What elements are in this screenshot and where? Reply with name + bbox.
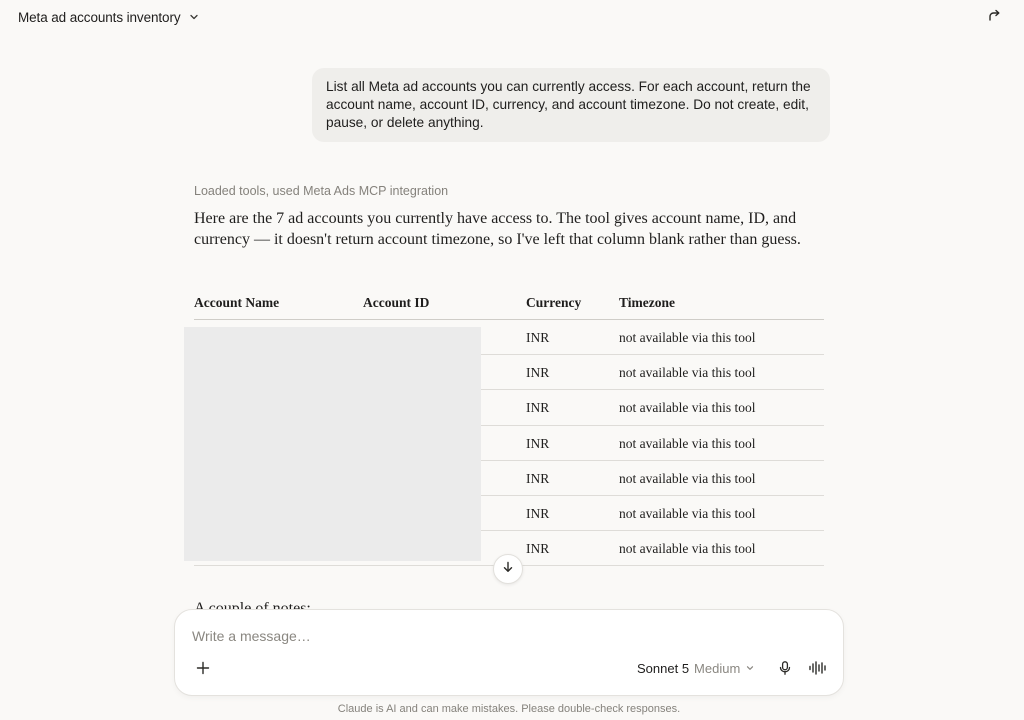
microphone-icon <box>777 660 793 681</box>
cell-currency: INR <box>526 365 550 381</box>
model-effort: Medium <box>694 661 741 676</box>
redacted-area <box>184 327 481 561</box>
header-timezone: Timezone <box>619 295 675 310</box>
cell-timezone: not available via this tool <box>619 400 756 416</box>
user-message: List all Meta ad accounts you can currently access. For each account, return the account name, account ID, currency, and account timezone. Do not create, edit, pause, or delete anything. <box>312 68 830 142</box>
cell-timezone: not available via this tool <box>619 330 756 345</box>
assistant-message <box>194 184 824 250</box>
cell-currency: INR <box>526 505 550 521</box>
tool-usage-summary[interactable]: Loaded tools, used Meta Ads MCP integration <box>194 184 449 198</box>
header-account-id: Account ID <box>363 295 430 310</box>
voice-mode-button[interactable] <box>807 660 829 680</box>
share-button[interactable] <box>982 5 1006 29</box>
plus-icon <box>196 661 210 680</box>
cell-timezone: not available via this tool <box>619 541 756 557</box>
chevron-down-icon <box>187 10 201 24</box>
cell-timezone: not available via this tool <box>619 470 756 486</box>
top-bar <box>0 0 1024 34</box>
cell-currency: INR <box>526 541 550 557</box>
chevron-down-icon <box>745 661 755 676</box>
disclaimer-text: Claude is AI and can make mistakes. Please double-check responses. <box>337 703 681 715</box>
header-account-name: Account Name <box>194 295 280 310</box>
table-header <box>194 286 824 320</box>
scroll-to-bottom-button[interactable] <box>493 554 523 584</box>
model-selector[interactable] <box>637 661 755 676</box>
voice-waveform-icon <box>808 660 828 681</box>
add-attachment-button[interactable] <box>193 660 213 680</box>
arrow-down-icon <box>501 560 515 579</box>
conversation-title-menu[interactable] <box>18 10 201 25</box>
header-currency: Currency <box>526 295 582 310</box>
cell-timezone: not available via this tool <box>619 435 756 451</box>
message-composer <box>174 609 844 696</box>
cell-currency: INR <box>526 470 550 486</box>
cell-currency: INR <box>526 400 550 416</box>
cell-currency: INR <box>526 330 550 345</box>
cell-currency: INR <box>526 435 550 451</box>
message-input[interactable] <box>192 628 812 644</box>
dictation-button[interactable] <box>775 660 795 680</box>
share-arrow-icon <box>986 7 1002 28</box>
model-name: Sonnet 5 <box>637 661 690 676</box>
conversation-title: Meta ad accounts inventory <box>18 9 181 25</box>
cell-timezone: not available via this tool <box>619 365 756 381</box>
assistant-answer-text: Here are the 7 ad accounts you currently have access to. The tool gives account name, ID, and currency — it doesn't return account timezone, so I've left that column blank rather than guess. <box>194 210 801 248</box>
cell-timezone: not available via this tool <box>619 505 756 521</box>
